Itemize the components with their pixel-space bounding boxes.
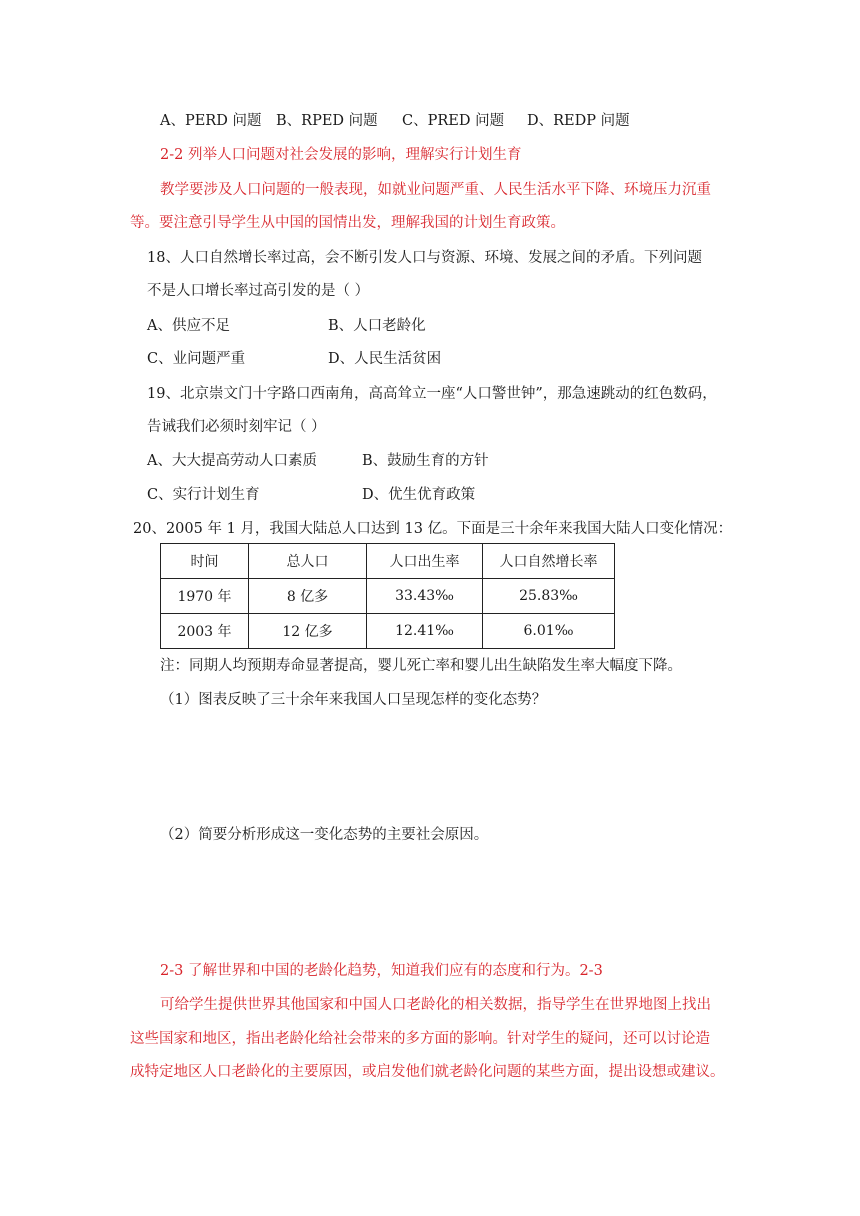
section-2-3-para-line3: 成特定地区人口老龄化的主要原因，或启发他们就老龄化问题的某些方面，提出设想或建议。 xyxy=(130,1064,725,1080)
q19-option-d: D、优生优育政策 xyxy=(362,487,476,503)
table-cell: 6.01‰ xyxy=(483,614,615,649)
q18-stem-line1: 18、人口自然增长率过高，会不断引发人口与资源、环境、发展之间的矛盾。下列问题 xyxy=(147,250,702,266)
q19-option-b: B、鼓励生育的方针 xyxy=(362,453,489,469)
table-row xyxy=(161,579,615,614)
table-cell: 2003 年 xyxy=(161,614,249,649)
q19-stem-line1: 19、北京崇文门十字路口西南角，高高耸立一座“人口警世钟”，那急速跳动的红色数码， xyxy=(147,386,717,402)
table-header-cell: 人口出生率 xyxy=(367,544,483,579)
table-cell: 12.41‰ xyxy=(367,614,483,649)
section-2-2-heading: 2-2 列举人口问题对社会发展的影响，理解实行计划生育 xyxy=(160,147,522,163)
table-cell: 25.83‰ xyxy=(483,579,615,614)
table-cell: 1970 年 xyxy=(161,579,249,614)
q18-option-d: D、人民生活贫困 xyxy=(328,351,442,367)
table-header-cell: 时间 xyxy=(161,544,249,579)
q18-option-c: C、业问题严重 xyxy=(147,351,246,367)
table-header-row xyxy=(161,544,615,579)
q18-option-a: A、供应不足 xyxy=(147,318,230,334)
q17-option-d: D、REDP 问题 xyxy=(527,113,630,129)
q19-option-c: C、实行计划生育 xyxy=(147,487,260,503)
q17-option-b: B、RPED 问题 xyxy=(276,113,378,129)
section-2-3-heading: 2-3 了解世界和中国的老龄化趋势，知道我们应有的态度和行为。2-3 xyxy=(160,963,603,979)
q20-subquestion-1: （1）图表反映了三十余年来我国人口呈现怎样的变化态势？ xyxy=(160,692,547,708)
q20-subquestion-2: （2）简要分析形成这一变化态势的主要社会原因。 xyxy=(160,827,489,843)
q17-option-a: A、PERD 问题 xyxy=(160,113,262,129)
table-cell: 33.43‰ xyxy=(367,579,483,614)
table-row xyxy=(161,614,615,649)
q18-option-b: B、人口老龄化 xyxy=(328,318,426,334)
q20-intro: 20、2005 年 1 月，我国大陆总人口达到 13 亿。下面是三十余年来我国大陆人口变化情况： xyxy=(133,521,733,537)
section-2-2-para-line1: 教学要涉及人口问题的一般表现，如就业问题严重、人民生活水平下降、环境压力沉重 xyxy=(160,182,711,198)
table-header-cell: 总人口 xyxy=(249,544,367,579)
section-2-3-para-line1: 可给学生提供世界其他国家和中国人口老龄化的相关数据，指导学生在世界地图上找出 xyxy=(160,997,711,1013)
table-cell: 12 亿多 xyxy=(249,614,367,649)
section-2-3-para-line2: 这些国家和地区，指出老龄化给社会带来的多方面的影响。针对学生的疑问，还可以讨论造 xyxy=(130,1031,710,1047)
q20-note: 注：同期人均预期寿命显著提高，婴儿死亡率和婴儿出生缺陷发生率大幅度下降。 xyxy=(160,658,682,674)
q19-stem-line2: 告诫我们必须时刻牢记（ ） xyxy=(147,419,326,435)
q17-option-c: C、PRED 问题 xyxy=(402,113,505,129)
table-cell: 8 亿多 xyxy=(249,579,367,614)
population-table xyxy=(160,543,615,649)
q18-stem-line2: 不是人口增长率过高引发的是（ ） xyxy=(147,283,370,299)
q19-option-a: A、大大提高劳动人口素质 xyxy=(147,453,317,469)
table-header-cell: 人口自然增长率 xyxy=(483,544,615,579)
section-2-2-para-line2: 等。要注意引导学生从中国的国情出发，理解我国的计划生育政策。 xyxy=(130,215,565,231)
